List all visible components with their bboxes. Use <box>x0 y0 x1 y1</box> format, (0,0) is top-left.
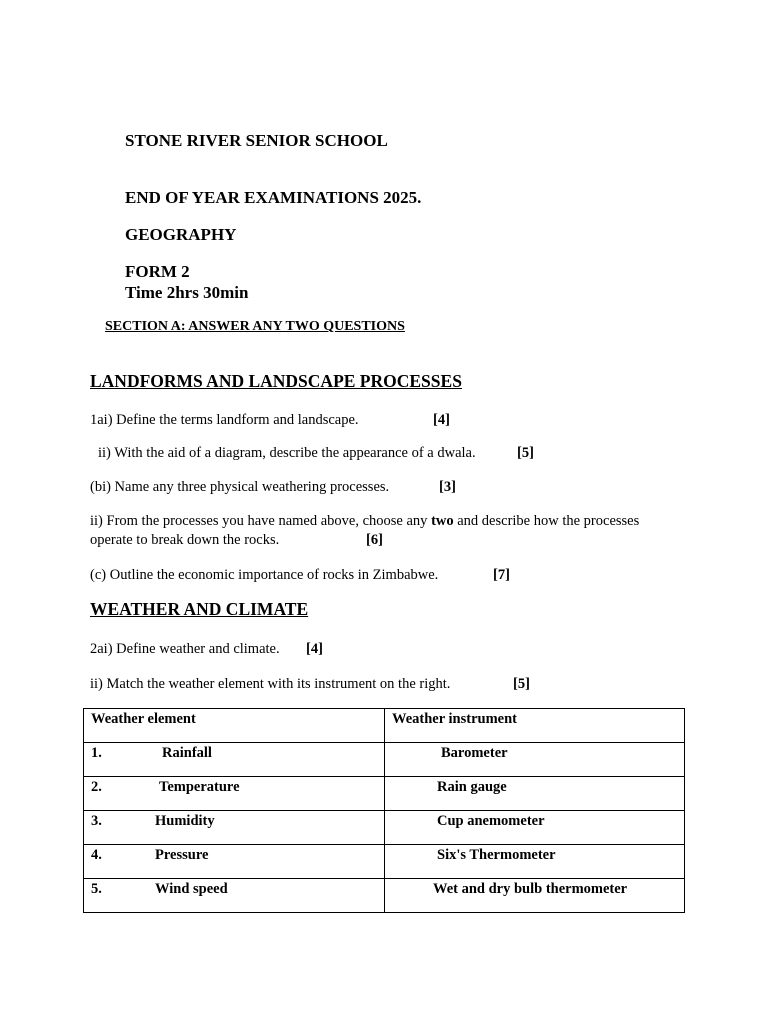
row-number: 3. <box>91 813 102 829</box>
time-label: Time 2hrs 30min <box>125 283 249 302</box>
row-number: 1. <box>91 745 102 761</box>
row-instrument: Cup anemometer <box>437 813 545 829</box>
question-2ai: 2ai) Define weather and climate. <box>90 641 280 657</box>
row-instrument: Wet and dry bulb thermometer <box>433 881 628 897</box>
question-1bii-bold-word: two <box>431 513 454 529</box>
table-cell <box>84 811 385 845</box>
question-1c-mark: [7] <box>493 567 510 583</box>
question-2ai-mark: [4] <box>306 641 323 657</box>
table-cell <box>84 845 385 879</box>
question-1bii <box>90 513 639 530</box>
exam-title: END OF YEAR EXAMINATIONS 2025. <box>125 188 422 207</box>
question-1bii-text-before: ii) From the processes you have named above, choose any <box>90 513 432 529</box>
table-header-cell <box>385 709 685 743</box>
row-instrument: Barometer <box>441 745 508 761</box>
table-cell <box>385 777 685 811</box>
question-1ai-mark: [4] <box>433 412 450 428</box>
row-element: Temperature <box>159 779 240 795</box>
question-1bii-line2: operate to break down the rocks. <box>90 532 280 548</box>
weather-matching-table <box>83 708 685 913</box>
question-1aii-mark: [5] <box>517 445 534 461</box>
row-number: 5. <box>91 881 102 897</box>
table-cell <box>84 879 385 913</box>
table-row <box>84 743 685 777</box>
question-2aii: ii) Match the weather element with its instrument on the right. <box>90 676 451 692</box>
table-row <box>84 845 685 879</box>
row-instrument: Six's Thermometer <box>437 847 556 863</box>
row-number: 4. <box>91 847 102 863</box>
form-label: FORM 2 <box>125 262 190 281</box>
table-row <box>84 811 685 845</box>
row-element: Pressure <box>155 847 209 863</box>
question-1c: (c) Outline the economic importance of rocks in Zimbabwe. <box>90 567 439 583</box>
table-cell <box>84 743 385 777</box>
header-weather-element: Weather element <box>91 711 196 727</box>
table-cell <box>385 845 685 879</box>
row-number: 2. <box>91 779 102 795</box>
question-1ai: 1ai) Define the terms landform and landscape. <box>90 412 359 428</box>
table-header-row <box>84 709 685 743</box>
section-a-title: SECTION A: ANSWER ANY TWO QUESTIONS <box>105 319 405 334</box>
question-1bi: (bi) Name any three physical weathering processes. <box>90 479 390 495</box>
row-element: Rainfall <box>162 745 212 761</box>
table-cell <box>385 811 685 845</box>
question-1bi-mark: [3] <box>439 479 456 495</box>
table-header-cell <box>84 709 385 743</box>
header-weather-instrument: Weather instrument <box>392 711 517 727</box>
table-cell <box>84 777 385 811</box>
row-instrument: Rain gauge <box>437 779 507 795</box>
question-1aii: ii) With the aid of a diagram, describe the appearance of a dwala. <box>98 445 476 461</box>
row-element: Wind speed <box>155 881 228 897</box>
question-1bii-text-after: and describe how the processes <box>453 513 640 529</box>
table-row <box>84 777 685 811</box>
question-1bii-mark: [6] <box>366 532 383 548</box>
row-element: Humidity <box>155 813 215 829</box>
subject-title: GEOGRAPHY <box>125 225 237 244</box>
school-name: STONE RIVER SENIOR SCHOOL <box>125 131 388 150</box>
topic-landforms-title: LANDFORMS AND LANDSCAPE PROCESSES <box>90 371 462 391</box>
topic-weather-title: WEATHER AND CLIMATE <box>90 599 309 619</box>
table-row <box>84 879 685 913</box>
table-cell <box>385 879 685 913</box>
table-cell <box>385 743 685 777</box>
question-2aii-mark: [5] <box>513 676 530 692</box>
